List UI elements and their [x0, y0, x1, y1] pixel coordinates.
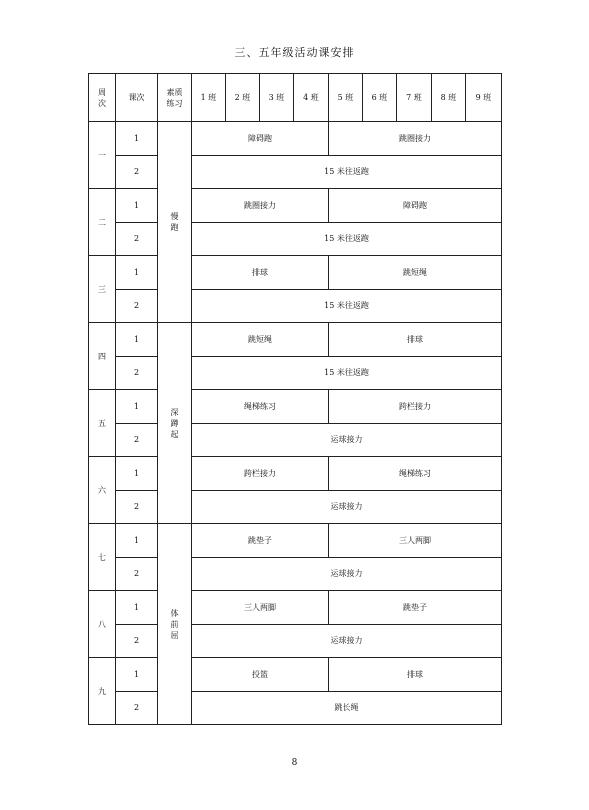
lesson-cell: 1: [116, 256, 158, 290]
lesson-cell: 2: [116, 624, 158, 658]
table-row: [89, 457, 502, 491]
lesson-cell: 2: [116, 691, 158, 725]
lesson-cell: 1: [116, 189, 158, 223]
activity-cell: 障碍跑: [329, 189, 502, 223]
week-cell: 二: [89, 189, 116, 256]
week-cell: 五: [89, 390, 116, 457]
table-row: [89, 289, 502, 323]
activity-cell: 绳梯练习: [329, 457, 502, 491]
week-cell: 三: [89, 256, 116, 323]
lesson-cell: 1: [116, 658, 158, 692]
activity-cell: 15 米往返跑: [192, 155, 502, 189]
lesson-cell: 1: [116, 323, 158, 357]
activity-cell: 跳短绳: [329, 256, 502, 290]
header-class-5: 5 班: [329, 74, 363, 122]
header-class-2: 2 班: [226, 74, 260, 122]
header-week: 周 次: [89, 74, 116, 122]
table-row: [89, 155, 502, 189]
table-row: [89, 423, 502, 457]
activity-cell: 15 米往返跑: [192, 289, 502, 323]
header-class-8: 8 班: [432, 74, 466, 122]
header-lesson: 课次: [116, 74, 158, 122]
table-row: [89, 390, 502, 424]
table-row: [89, 691, 502, 725]
activity-cell: 跳短绳: [192, 323, 329, 357]
activity-cell: 跳垫子: [329, 591, 502, 625]
activity-cell: 三人两脚: [329, 524, 502, 558]
lesson-cell: 2: [116, 490, 158, 524]
activity-cell: 运球接力: [192, 557, 502, 591]
week-cell: 四: [89, 323, 116, 390]
practice-cell: [158, 524, 192, 725]
table-row: [89, 256, 502, 290]
header-practice: 素质 练习: [158, 74, 192, 122]
activity-cell: 跨栏接力: [329, 390, 502, 424]
week-cell: 九: [89, 658, 116, 725]
lesson-cell: 1: [116, 390, 158, 424]
lesson-cell: 1: [116, 591, 158, 625]
table-row: [89, 591, 502, 625]
lesson-cell: 1: [116, 524, 158, 558]
lesson-cell: 1: [116, 457, 158, 491]
schedule-table: [88, 73, 502, 725]
activity-cell: 跳垫子: [192, 524, 329, 558]
practice-cell: [158, 323, 192, 524]
week-cell: 八: [89, 591, 116, 658]
activity-cell: 跨栏接力: [192, 457, 329, 491]
activity-cell: 运球接力: [192, 624, 502, 658]
practice-label: 慢 跑: [170, 212, 179, 232]
lesson-cell: 1: [116, 122, 158, 156]
header-class-1: 1 班: [192, 74, 226, 122]
page-number: 8: [291, 758, 298, 768]
activity-cell: 排球: [192, 256, 329, 290]
activity-cell: 15 米往返跑: [192, 222, 502, 256]
header-row: [89, 74, 502, 122]
lesson-cell: 2: [116, 423, 158, 457]
table-row: [89, 356, 502, 390]
lesson-cell: 2: [116, 557, 158, 591]
activity-cell: 三人两脚: [192, 591, 329, 625]
activity-cell: 跳圈接力: [192, 189, 329, 223]
page-title: 三、五年级活动课安排: [234, 46, 355, 59]
lesson-cell: 2: [116, 356, 158, 390]
activity-cell: 投篮: [192, 658, 329, 692]
week-cell: 七: [89, 524, 116, 591]
table-row: [89, 658, 502, 692]
practice-label: 体 前 屈: [170, 608, 179, 640]
practice-label: 深 蹲 起: [170, 407, 179, 439]
header-class-9: 9 班: [466, 74, 502, 122]
header-class-7: 7 班: [397, 74, 432, 122]
week-cell: 六: [89, 457, 116, 524]
lesson-cell: 2: [116, 222, 158, 256]
activity-cell: 障碍跑: [192, 122, 329, 156]
activity-cell: 跳圈接力: [329, 122, 502, 156]
activity-cell: 运球接力: [192, 490, 502, 524]
table-row: [89, 524, 502, 558]
table-row: [89, 557, 502, 591]
activity-cell: 跳长绳: [192, 691, 502, 725]
table-row: [89, 122, 502, 156]
activity-cell: 排球: [329, 323, 502, 357]
table-row: [89, 222, 502, 256]
table-row: [89, 624, 502, 658]
activity-cell: 15 米往返跑: [192, 356, 502, 390]
header-class-3: 3 班: [260, 74, 294, 122]
lesson-cell: 2: [116, 289, 158, 323]
table-row: [89, 490, 502, 524]
header-class-4: 4 班: [294, 74, 329, 122]
week-cell: 一: [89, 122, 116, 189]
lesson-cell: 2: [116, 155, 158, 189]
header-class-6: 6 班: [363, 74, 397, 122]
practice-cell: [158, 122, 192, 323]
activity-cell: 排球: [329, 658, 502, 692]
activity-cell: 运球接力: [192, 423, 502, 457]
activity-cell: 绳梯练习: [192, 390, 329, 424]
table-row: [89, 323, 502, 357]
table-row: [89, 189, 502, 223]
